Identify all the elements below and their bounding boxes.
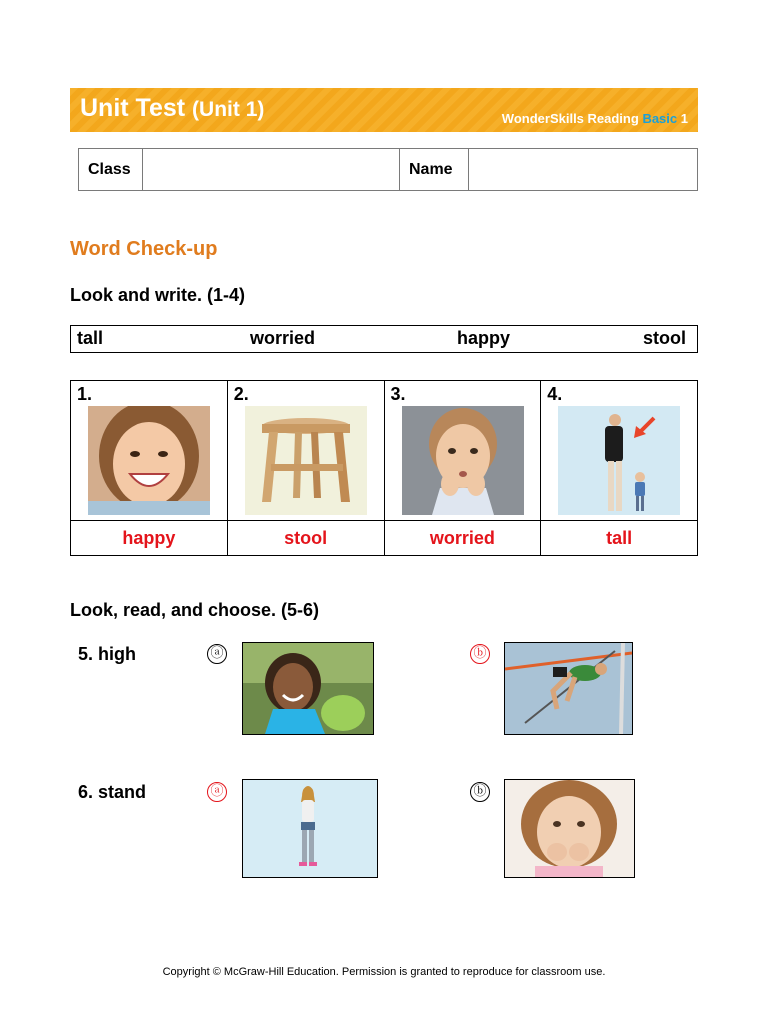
- level-name: Basic: [642, 111, 678, 126]
- word-bank-item: stool: [643, 328, 686, 348]
- item-number: 3.: [390, 384, 406, 404]
- q6-option-b-marker[interactable]: ⓑ: [470, 782, 490, 802]
- header-banner: [70, 88, 698, 132]
- picture-cell: [541, 381, 698, 521]
- item-number: 4.: [547, 384, 563, 404]
- worried-boy-image: [402, 406, 524, 515]
- word-bank: [70, 325, 698, 353]
- q5-option-b-image[interactable]: [504, 642, 633, 735]
- class-label: Class: [79, 149, 143, 191]
- smiling-girl-image: [88, 406, 210, 515]
- student-info-table: [78, 148, 698, 191]
- question-6-label: 6. stand: [78, 782, 147, 802]
- q5-option-a-marker[interactable]: ⓐ: [207, 644, 227, 664]
- q6-option-a-image[interactable]: [242, 779, 378, 878]
- test-title: [80, 94, 264, 123]
- series-name: WonderSkills Reading: [501, 111, 639, 126]
- series-brand: [502, 111, 688, 126]
- item-number: 2.: [233, 384, 249, 404]
- question-5-label: 5. high: [78, 644, 136, 664]
- word-bank-item: happy: [457, 328, 511, 348]
- q6-option-a-marker[interactable]: ⓐ: [207, 782, 227, 802]
- answer-cell: stool: [227, 521, 384, 556]
- answer-cell: tall: [541, 521, 698, 556]
- q6-option-b-image[interactable]: [504, 779, 635, 878]
- level-number: 1: [680, 111, 688, 126]
- section-title: Word Check-up: [70, 238, 218, 260]
- word-bank-item: worried: [250, 328, 316, 348]
- tall-man-image: [558, 406, 680, 515]
- unit-label: (Unit 1): [192, 98, 265, 121]
- stool-image: [245, 406, 367, 515]
- item-number: 1.: [77, 384, 93, 404]
- picture-cell: [227, 381, 384, 521]
- name-field[interactable]: [469, 149, 698, 191]
- name-label: Name: [400, 149, 469, 191]
- q5-option-b-marker[interactable]: ⓑ: [470, 644, 490, 664]
- picture-cell: [71, 381, 228, 521]
- picture-grid: [70, 380, 698, 556]
- copyright-footer: Copyright © McGraw-Hill Education. Permission is granted to reproduce for classroom use.: [162, 966, 606, 978]
- answer-cell: happy: [71, 521, 228, 556]
- title-text: Unit Test: [80, 94, 186, 122]
- q5-option-a-image[interactable]: [242, 642, 374, 735]
- picture-cell: [384, 381, 541, 521]
- answer-cell: worried: [384, 521, 541, 556]
- class-field[interactable]: [143, 149, 400, 191]
- part1-instruction: Look and write. (1-4): [70, 285, 246, 305]
- word-bank-item: tall: [77, 328, 104, 348]
- part2-instruction: Look, read, and choose. (5-6): [70, 600, 320, 620]
